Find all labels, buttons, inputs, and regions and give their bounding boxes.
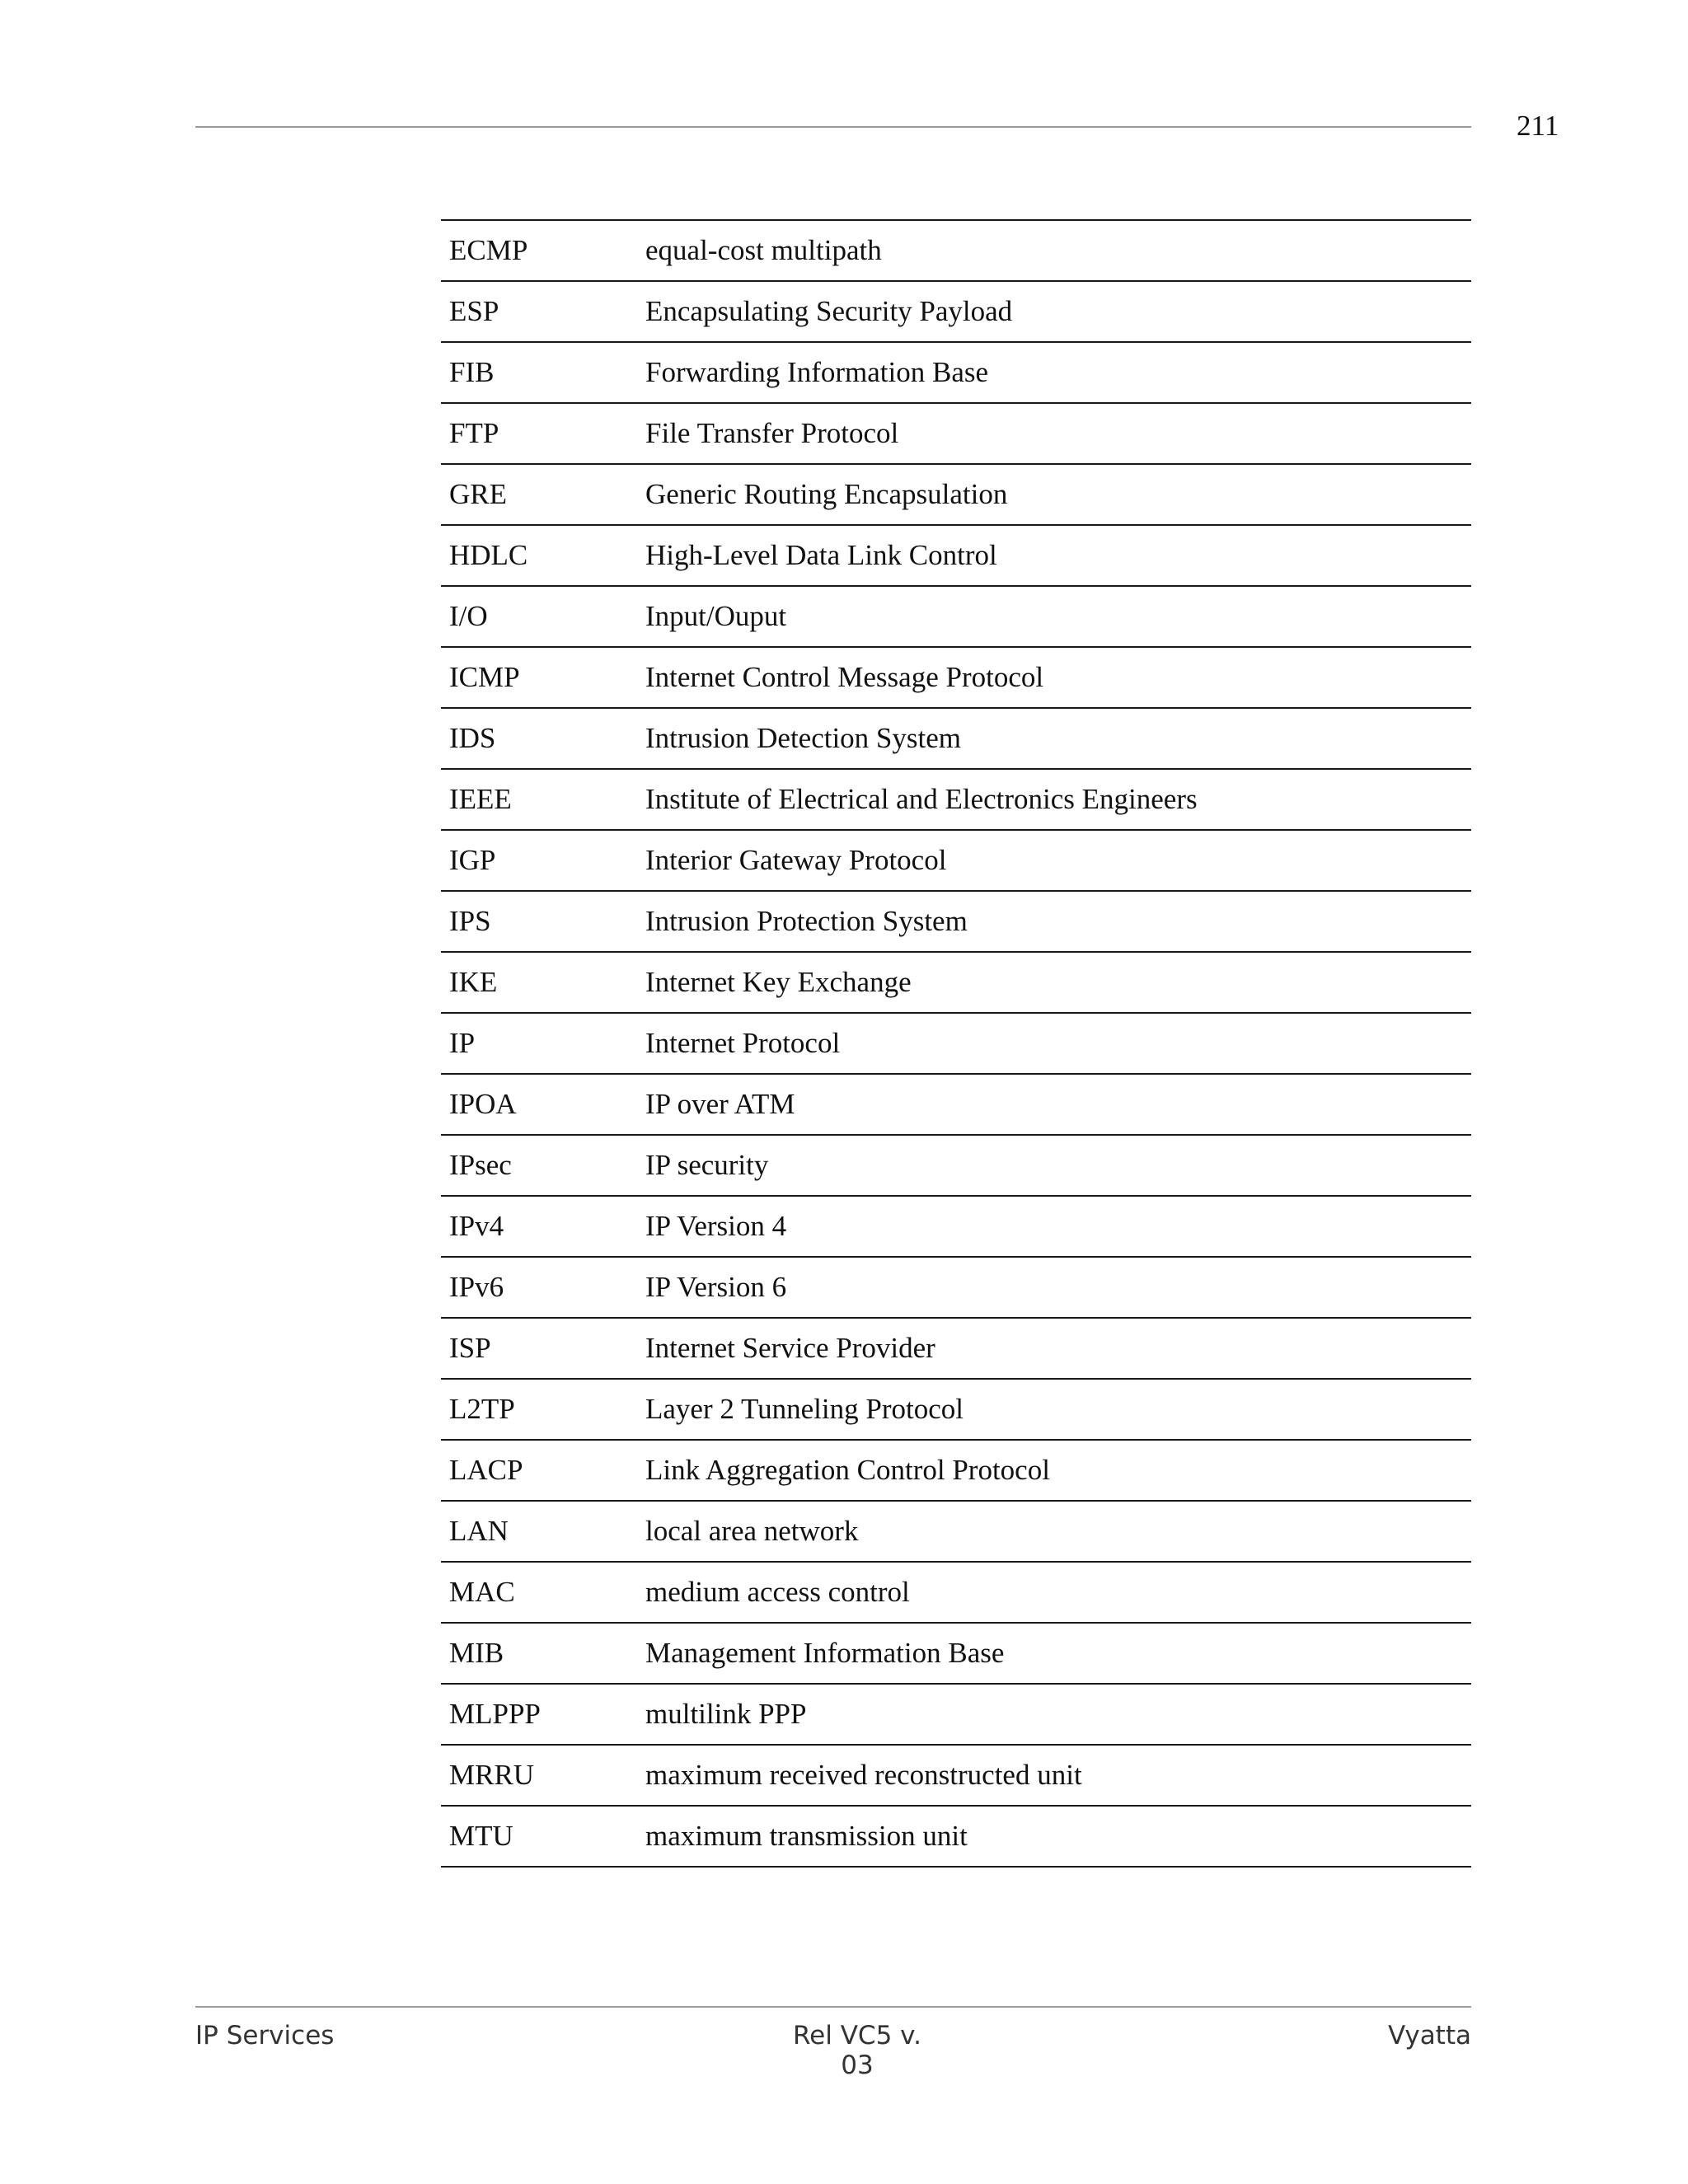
definition-cell: Intrusion Detection System	[637, 708, 1471, 769]
table-row	[441, 1684, 1471, 1745]
footer-rule	[195, 2006, 1471, 2008]
abbreviation-cell: IPv6	[441, 1257, 637, 1318]
table-row	[441, 952, 1471, 1013]
definition-cell: medium access control	[637, 1562, 1471, 1623]
definition-cell: Interior Gateway Protocol	[637, 830, 1471, 891]
abbreviation-cell: MLPPP	[441, 1684, 637, 1745]
definition-cell: local area network	[637, 1501, 1471, 1562]
abbreviation-cell: IGP	[441, 830, 637, 891]
definition-cell: Input/Ouput	[637, 586, 1471, 647]
table-row	[441, 1623, 1471, 1684]
abbreviation-cell: IDS	[441, 708, 637, 769]
abbreviation-cell: GRE	[441, 464, 637, 525]
abbreviation-cell: IKE	[441, 952, 637, 1013]
footer-release: Rel VC5 v. 03	[793, 2021, 921, 2080]
abbreviation-cell: IPS	[441, 891, 637, 952]
definition-cell: IP Version 6	[637, 1257, 1471, 1318]
table-row	[441, 1440, 1471, 1501]
abbreviation-cell: MTU	[441, 1806, 637, 1867]
abbreviation-cell: LACP	[441, 1440, 637, 1501]
table-row	[441, 1745, 1471, 1806]
abbreviation-cell: HDLC	[441, 525, 637, 586]
abbreviation-cell: MRRU	[441, 1745, 637, 1806]
definition-cell: High-Level Data Link Control	[637, 525, 1471, 586]
table-row	[441, 1257, 1471, 1318]
definition-cell: equal-cost multipath	[637, 220, 1471, 281]
definition-cell: maximum transmission unit	[637, 1806, 1471, 1867]
table-row	[441, 464, 1471, 525]
table-row	[441, 403, 1471, 464]
table-row	[441, 1379, 1471, 1440]
table-row	[441, 525, 1471, 586]
definition-cell: IP Version 4	[637, 1196, 1471, 1257]
abbreviation-cell: IPsec	[441, 1135, 637, 1196]
abbreviation-cell: FIB	[441, 342, 637, 403]
definition-cell: Link Aggregation Control Protocol	[637, 1440, 1471, 1501]
table-row	[441, 1074, 1471, 1135]
definition-cell: Intrusion Protection System	[637, 891, 1471, 952]
page-number: 211	[1517, 110, 1559, 142]
abbreviation-cell: IPv4	[441, 1196, 637, 1257]
table-row	[441, 1562, 1471, 1623]
abbreviation-cell: ECMP	[441, 220, 637, 281]
table-row	[441, 891, 1471, 952]
abbreviation-cell: LAN	[441, 1501, 637, 1562]
table-row	[441, 342, 1471, 403]
table-row	[441, 586, 1471, 647]
abbreviation-cell: ISP	[441, 1318, 637, 1379]
definition-cell: Generic Routing Encapsulation	[637, 464, 1471, 525]
definition-cell: Internet Control Message Protocol	[637, 647, 1471, 708]
abbreviation-cell: MIB	[441, 1623, 637, 1684]
table-row	[441, 1806, 1471, 1867]
glossary-table	[441, 219, 1471, 1868]
definition-cell: Management Information Base	[637, 1623, 1471, 1684]
table-row	[441, 647, 1471, 708]
definition-cell: maximum received reconstructed unit	[637, 1745, 1471, 1806]
definition-cell: multilink PPP	[637, 1684, 1471, 1745]
definition-cell: Forwarding Information Base	[637, 342, 1471, 403]
table-row	[441, 708, 1471, 769]
abbreviation-cell: L2TP	[441, 1379, 637, 1440]
abbreviation-cell: IP	[441, 1013, 637, 1074]
definition-cell: Internet Protocol	[637, 1013, 1471, 1074]
abbreviation-cell: MAC	[441, 1562, 637, 1623]
table-row	[441, 1135, 1471, 1196]
abbreviation-cell: IPOA	[441, 1074, 637, 1135]
definition-cell: IP over ATM	[637, 1074, 1471, 1135]
abbreviation-cell: ICMP	[441, 647, 637, 708]
footer-company: Vyatta	[1387, 2021, 1471, 2050]
abbreviation-cell: ESP	[441, 281, 637, 342]
footer-document-title: IP Services	[195, 2021, 335, 2050]
definition-cell: Encapsulating Security Payload	[637, 281, 1471, 342]
table-row	[441, 1013, 1471, 1074]
table-row	[441, 220, 1471, 281]
definition-cell: Internet Service Provider	[637, 1318, 1471, 1379]
definition-cell: File Transfer Protocol	[637, 403, 1471, 464]
header-rule	[195, 126, 1471, 128]
table-row	[441, 1196, 1471, 1257]
table-row	[441, 830, 1471, 891]
table-row	[441, 1318, 1471, 1379]
abbreviation-cell: IEEE	[441, 769, 637, 830]
table-row	[441, 1501, 1471, 1562]
abbreviation-cell: I/O	[441, 586, 637, 647]
table-row	[441, 281, 1471, 342]
table-row	[441, 769, 1471, 830]
definition-cell: Internet Key Exchange	[637, 952, 1471, 1013]
definition-cell: Institute of Electrical and Electronics Engineers	[637, 769, 1471, 830]
abbreviation-cell: FTP	[441, 403, 637, 464]
definition-cell: Layer 2 Tunneling Protocol	[637, 1379, 1471, 1440]
glossary-body	[441, 220, 1471, 1867]
definition-cell: IP security	[637, 1135, 1471, 1196]
